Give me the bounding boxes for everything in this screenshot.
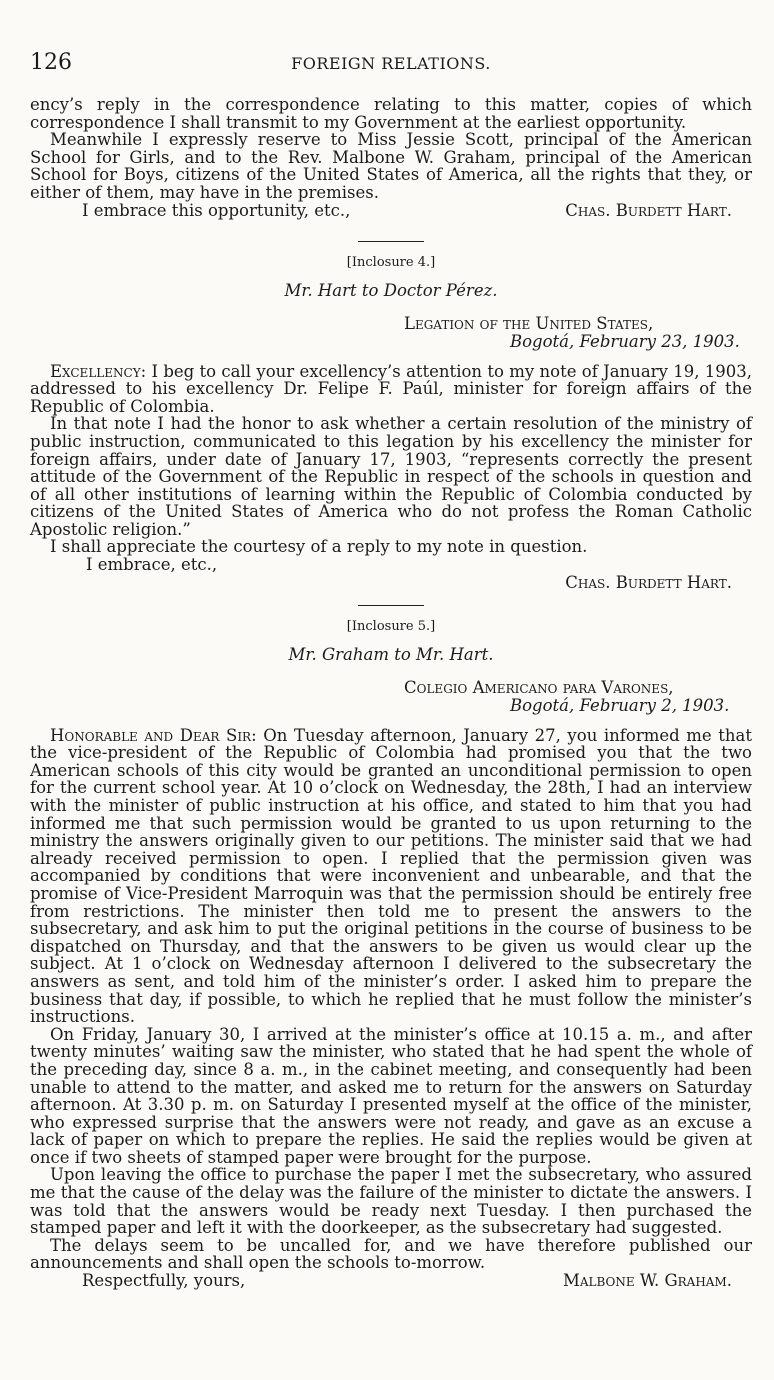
inclosure-label: [Inclosure 4.] — [346, 255, 436, 271]
paragraph: Upon leaving the office to purchase the paper I met the subsecretary, who assured me that the cause of the delay was the failure of the minister to dictate the answers. I was told that the answers would be ready next Tuesday. I then purchased the stamped paper and left it with the doorkeeper, as the subsecretary had suggested. — [30, 1165, 752, 1238]
page-header — [30, 50, 752, 78]
signature: Chas. Burdett Hart. — [565, 572, 732, 592]
salutation: Excellency: — [50, 361, 147, 381]
letter-date: Bogotá, February 2, 1903. — [510, 696, 730, 716]
signature: Chas. Burdett Hart. — [565, 200, 732, 220]
paragraph-text: I beg to call your excellency’s attention to my note of January 19, 1903, addressed to his excellency Dr. Felipe F. Paúl, minister for foreign affairs of the Republic of Colombia. — [30, 361, 752, 416]
section-divider — [358, 605, 424, 606]
closing: I embrace this opportunity, etc., — [82, 200, 351, 220]
letter-title: Mr. Hart to Doctor Pérez. — [284, 280, 498, 300]
page-number: 126 — [30, 50, 72, 75]
paragraph — [30, 727, 752, 1026]
signature: Malbone W. Graham. — [562, 1271, 732, 1291]
salutation: Honorable and Dear Sir: — [50, 725, 257, 745]
closing-line — [30, 202, 752, 220]
letter-address — [30, 679, 752, 714]
paragraph: The delays seem to be uncalled for, and we have therefore published our announcements and shall open the schools to-morrow. — [30, 1235, 752, 1273]
closing: I embrace, etc., — [86, 555, 218, 575]
paragraph — [30, 363, 752, 416]
running-title: FOREIGN RELATIONS. — [291, 54, 491, 73]
paragraph: I shall appreciate the courtesy of a reply to my note in question. — [50, 537, 588, 557]
paragraph: In that note I had the honor to ask whether a certain resolution of the ministry of public instruction, communicated to this legation by his excellency the minister for foreign affairs, under date of January 17, 1903, “represents correctly the present attitude of the Government of the Republic in respect of the schools in question and of all other institutions of learning within the Republic of Colombia conducted by citizens of the United States of America who do not profess the Roman Catholic Apostolic religion.” — [30, 414, 752, 539]
paragraph: Meanwhile I expressly reserve to Miss Jessie Scott, principal of the American School for Girls, and to the Rev. Malbone W. Graham, principal of the American School for Boys, citizens of the United States of America, all the rights that they, or either of them, may have in the premises. — [30, 130, 752, 202]
letter-from: Colegio Americano para Varones, — [404, 678, 674, 698]
paragraph: On Friday, January 30, I arrived at the minister’s office at 10.15 a. m., and after twenty minutes’ waiting saw the minister, who stated that he had spent the whole of the preceding day, since 8 a. m., in the cabinet meeting, and consequently had been unable to attend to the matter, and asked me to return for the answers on Saturday afternoon. At 3.30 p. m. on Saturday I presented myself at the office of the minister, who expressed surprise that the answers were not ready, and gave as an excuse a lack of paper on which to prepare the replies. He said the replies would be given at once if two sheets of stamped paper were brought for the purpose. — [30, 1024, 752, 1167]
closing: Respectfully, yours, — [82, 1271, 246, 1291]
closing-line — [30, 1272, 752, 1290]
section-divider — [358, 241, 424, 242]
document-body — [30, 96, 752, 1290]
letter-from: Legation of the United States, — [404, 314, 654, 334]
letter-address — [30, 315, 752, 350]
continued-paragraph: ency’s reply in the correspondence relating to this matter, copies of which correspondence I shall transmit to my Government at the earliest opportunity. — [30, 95, 752, 132]
letter-title: Mr. Graham to Mr. Hart. — [288, 644, 494, 664]
letter-date: Bogotá, February 23, 1903. — [510, 331, 740, 351]
inclosure-label: [Inclosure 5.] — [346, 619, 436, 635]
paragraph-text: On Tuesday afternoon, January 27, you informed me that the vice-president of the Republic of Colombia had promised you that the two American schools of this city would be granted an unconditional permission to open for the current school year. At 10 o’clock on Wednesday, the 28th, I had an interview with the minister of public instruction at his office, and stated to him that you had informed me that such permission would be granted to us upon returning to the ministry the answers originally given to our petitions. The minister said that we had already received permission to open. I replied that the permission given was accompanied by conditions that were inconvenient and unbearable, and that the promise of Vice-President Marroquin was that the permission should be entirely free from restrictions. The minister then told me to present the answers to the subsecretary, and ask him to put the original petitions in the course of business to be dispatched on Thursday, and that the answers to be given us would clear up the subject. At 1 o’clock on Wednesday afternoon I delivered to the subsecretary the answers as sent, and told him of the minister’s order. I asked him to prepare the business that day, if possible, to which he replied that he must follow the minister’s instructions. — [30, 725, 752, 1027]
